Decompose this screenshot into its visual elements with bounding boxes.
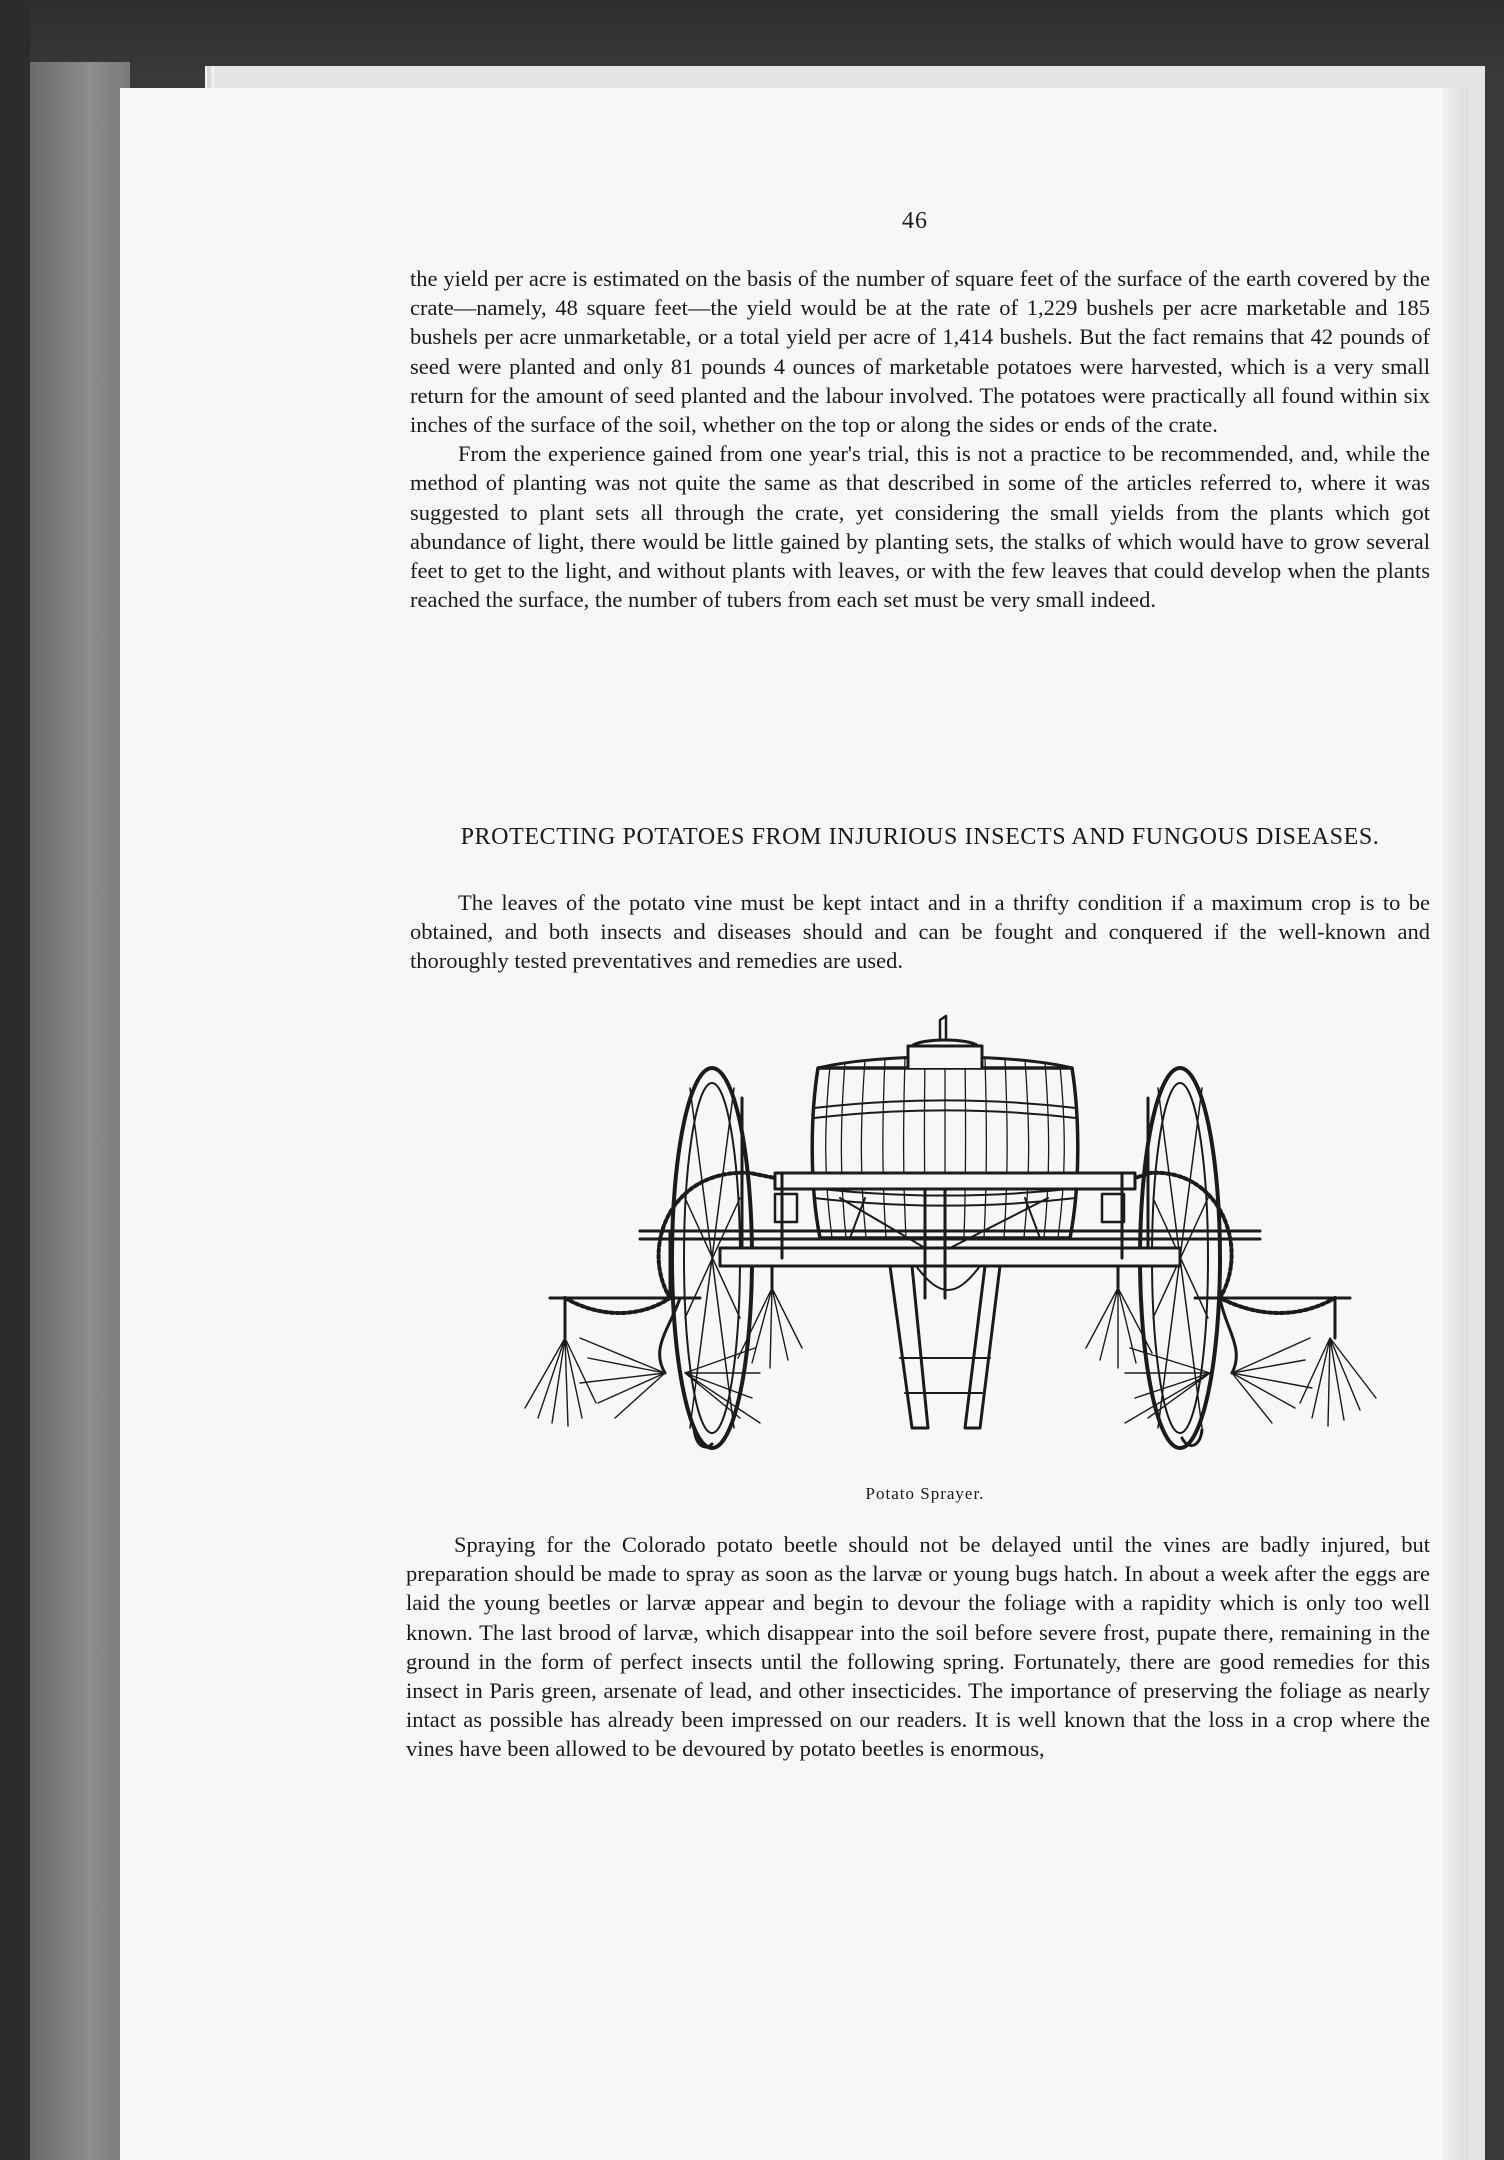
paragraph: Spraying for the Colorado potato beetle should not be delayed until the vines are badly injured, but preparation should be made to spray as soon as the larvæ or young bugs hatch. In about a week after the eggs are laid the young beetles or larvæ appear and begin to devour the foliage with a rapidity which is only too well known. The last brood of larvæ, which disappear into the soil before severe frost, pupate there, remaining in the ground in the form of perfect insects until the following spring. Fortunately, there are good remedies for this insect in Paris green, arsenate of lead, and other insecticides. The importance of preserving the foliage as nearly intact as possible has already been impressed on our readers. It is well known that the loss in a crop where the vines have been allowed to be devoured by potato beetles is enormous, bbox=[406, 1532, 1430, 1762]
figure-caption: Potato Sprayer. bbox=[865, 1484, 985, 1503]
text-block-top bbox=[410, 264, 1430, 614]
page-right-edge bbox=[1442, 88, 1468, 2160]
paragraph: the yield per acre is estimated on the basis of the number of square feet of the surface of the earth covered by the crate—namely, 48 square feet—the yield would be at the rate of 1,229 bushels per acre marketable and 185 bushels per acre unmarketable, or a total yield per acre of 1,414 bushels. But the fact remains that 42 pounds of seed were planted and only 81 pounds 4 ounces of marketable potatoes were harvested, which is a very small return for the amount of seed planted and the labour involved. The potatoes were practically all found within six inches of the surface of the soil, whether on the top or along the sides or ends of the crate. bbox=[410, 266, 1430, 438]
text-block-bottom bbox=[406, 1530, 1430, 1764]
scan-backdrop-left bbox=[0, 0, 30, 2160]
text-block-intro bbox=[410, 888, 1430, 976]
potato-sprayer-illustration bbox=[520, 998, 1380, 1468]
tongue bbox=[890, 1266, 1000, 1428]
scan-backdrop-top bbox=[0, 0, 1504, 70]
book-page bbox=[120, 88, 1468, 2160]
potato-sprayer-figure bbox=[520, 998, 1380, 1468]
paragraph: From the experience gained from one year's trial, this is not a practice to be recommended, and, while the method of planting was not quite the same as that described in some of the articles referred to, where it was suggested to plant sets all through the crate, yet considering the small yields from the plants which got abundance of light, there would be little gained by planting sets, the stalks of which would have to grow several feet to get to the light, and without plants with leaves, or with the few leaves that could develop when the plants reached the surface, the number of tubers from each set must be very small indeed. bbox=[410, 441, 1430, 613]
paragraph: The leaves of the potato vine must be kept intact and in a thrifty condition if a maximum crop is to be obtained, and both insects and diseases should and can be fought and conquered if the well-known and thoroughly tested preventatives and remedies are used. bbox=[410, 890, 1430, 974]
section-heading: PROTECTING POTATOES FROM INJURIOUS INSECTS AND FUNGOUS DISEASES. bbox=[460, 824, 1380, 850]
book-cover-edge bbox=[30, 62, 130, 2160]
page-number: 46 bbox=[902, 208, 928, 234]
